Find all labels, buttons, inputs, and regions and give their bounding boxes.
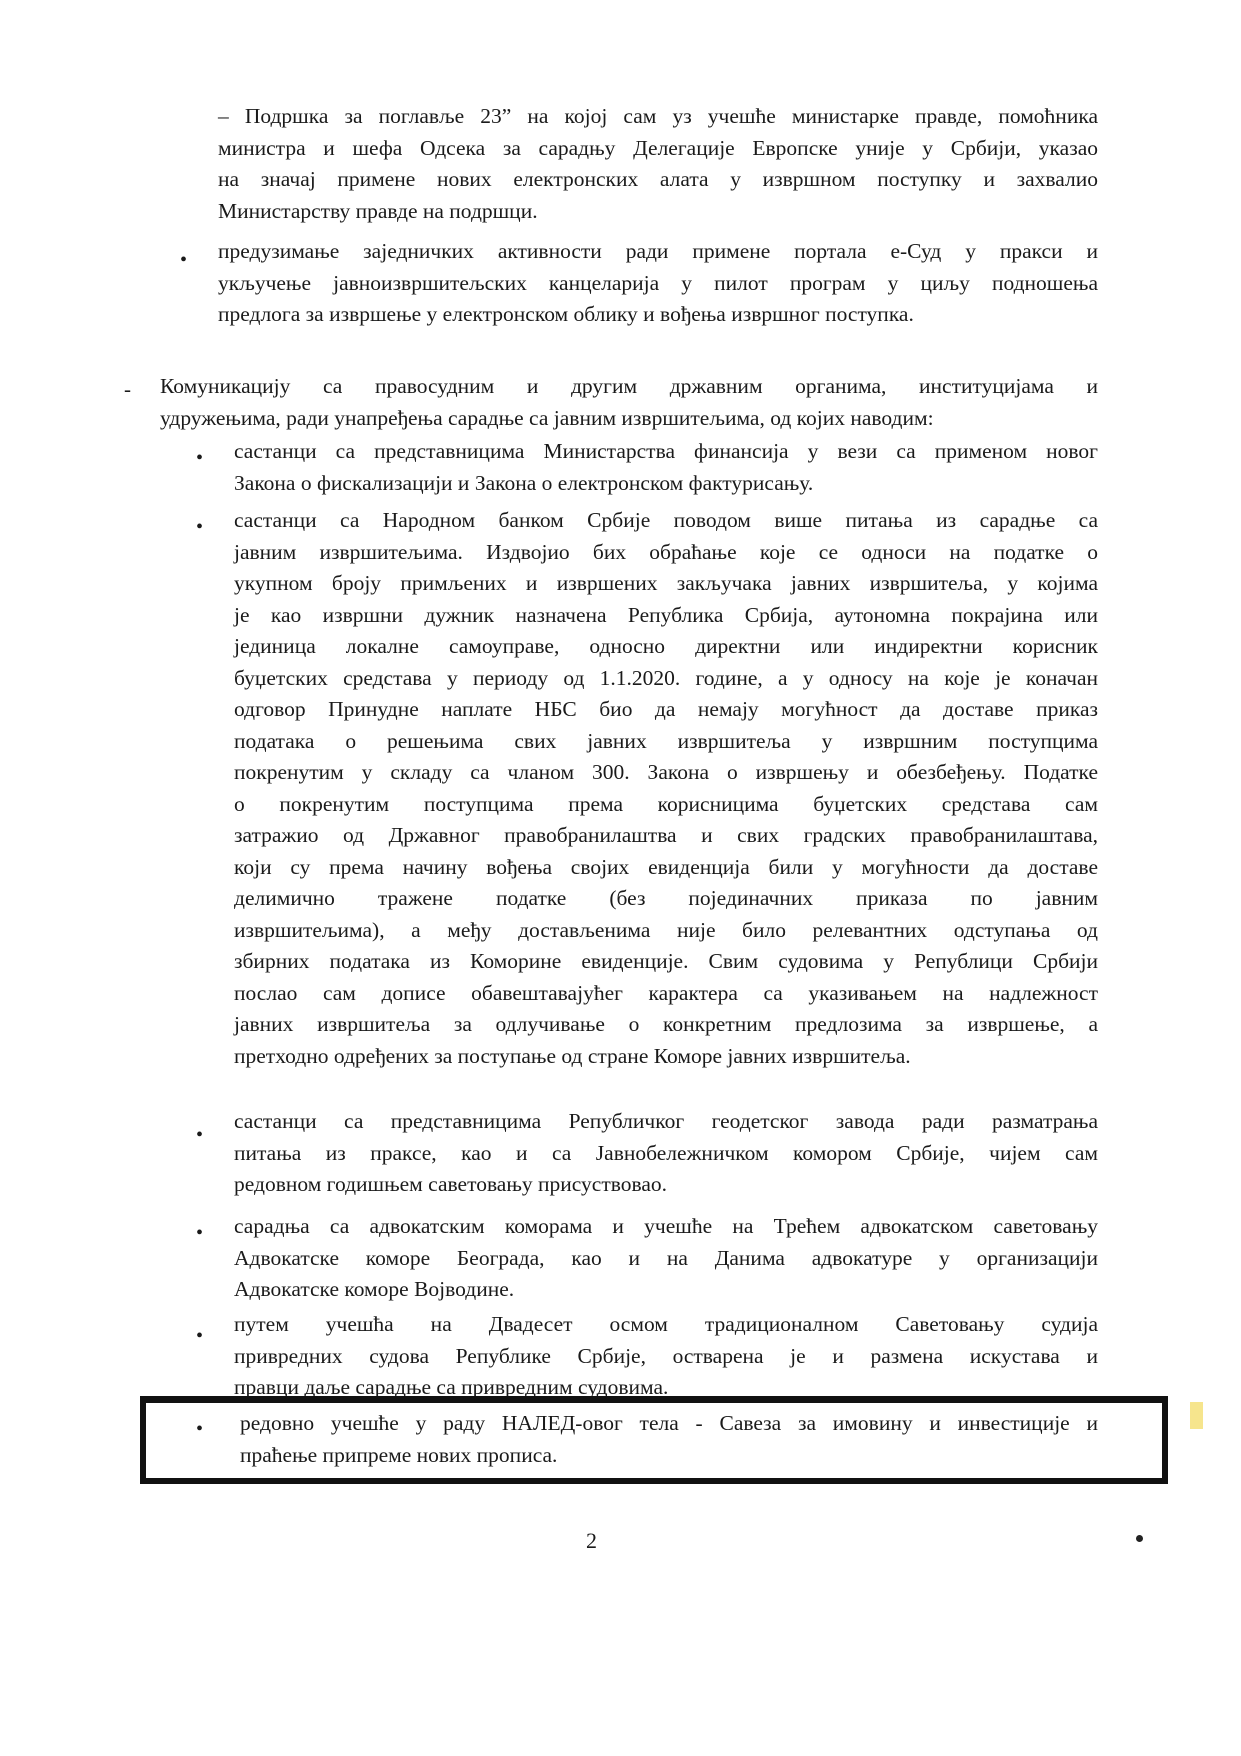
list-item xyxy=(234,1211,1098,1306)
text-line: јавним извршитељима. Издвојио бих обраћање које се односи на податке о xyxy=(234,539,1098,564)
text-line: сарадња са адвокатским коморама и учешће на Трећем адвокатском саветовању xyxy=(234,1214,1098,1238)
page-number: 2 xyxy=(586,1528,597,1553)
text-line: о покренутим поступцима према корисницима буџетских средстава сам xyxy=(234,791,1098,816)
text-line: министра и шефа Одсека за сарадњу Делегације Европске уније у Србији, указао xyxy=(218,135,1098,160)
text-line: претходно одређених за поступање од стране Коморе јавних извршитеља. xyxy=(234,1043,911,1068)
text-line: јединица локалне самоуправе, односно директни или индиректни корисник xyxy=(234,634,1098,658)
bullet-icon: • xyxy=(196,1325,204,1347)
text-line: предузимање заједничких активности ради примене портала е-Суд у пракси и xyxy=(218,239,1098,263)
highlighter-mark xyxy=(1190,1402,1203,1429)
list-item xyxy=(218,236,1098,331)
list-item-highlighted xyxy=(240,1408,1098,1471)
text-line: путем учешћа на Двадесет осмом традиционалном Саветовању судија xyxy=(234,1312,1098,1336)
list-item xyxy=(234,436,1098,499)
list-item xyxy=(234,1309,1098,1404)
text-line: Комуникацију са правосудним и другим државним органима, институцијама и xyxy=(160,374,1098,398)
text-line: Закона о фискализацији и Закона о електронском фактурисању. xyxy=(234,470,814,495)
text-line: редовном годишњем саветовању присуствовао. xyxy=(234,1172,668,1196)
text-line: покренутим у складу са чланом 300. Закона о извршењу и обезбеђењу. Податке xyxy=(234,760,1098,784)
text-line: Адвокатске коморе Београда, као и на Данима адвокатуре у организацији xyxy=(234,1245,1098,1270)
text-line: делимично тражене податке (без појединачних приказа по јавним xyxy=(234,886,1098,910)
text-line: Адвокатске коморе Војводине. xyxy=(234,1277,515,1301)
text-line: на значај примене нових електронских алата у извршном поступку и захвалио xyxy=(218,167,1098,191)
bullet-icon: • xyxy=(196,447,204,469)
text-line: укључење јавноизвршитељских канцеларија у пилот програм у циљу подношења xyxy=(218,270,1098,295)
text-line: послао сам дописе обавештавајућег карактера са указивањем на надлежност xyxy=(234,980,1098,1005)
text-line: састанци са Народном банком Србије поводом више питања из сарадње са xyxy=(234,508,1098,532)
text-line: редовно учешће у раду НАЛЕД-овог тела - Савеза за имовину и инвестиције и xyxy=(240,1411,1098,1435)
text-line: затражио од Државног правобранилаштва и свих градских правобранилаштава, xyxy=(234,823,1098,847)
text-line: – Подршка за поглавље 23” на којој сам уз учешће министарке правде, помоћника xyxy=(218,104,1098,128)
text-line: правци даље сарадње са привредним судовима. xyxy=(234,1375,669,1399)
text-line: удружењима, ради унапређења сарадње са јавним извршитељима, од којих наводим: xyxy=(160,405,934,430)
text-line: питања из праксе, као и са Јавнобележничком комором Србије, чијем сам xyxy=(234,1140,1098,1165)
bullet-icon: • xyxy=(196,1418,204,1440)
text-line: збирних података из Коморине евиденције. Свим судовима у Републици Србији xyxy=(234,949,1098,973)
list-item xyxy=(234,505,1098,1072)
text-line: састанци са представницима Министарства финансија у вези са применом новог xyxy=(234,439,1098,463)
bullet-icon: • xyxy=(196,516,204,538)
bullet-icon: • xyxy=(196,1124,204,1146)
bullet-icon: • xyxy=(196,1222,204,1244)
text-line: састанци са представницима Републичког геодетског завода ради разматрања xyxy=(234,1109,1098,1133)
text-line: је као извршни дужник назначена Република Србија, аутономна покрајина или xyxy=(234,602,1098,627)
text-line: праћење припреме нових прописа. xyxy=(240,1442,558,1467)
text-line: података о решењима свих јавних извршитеља у извршним поступцима xyxy=(234,728,1098,753)
dash-marker: - xyxy=(124,377,131,401)
text-line: укупном броју примљених и извршених закључака јавних извршитеља, у којима xyxy=(234,571,1098,595)
text-line: привредних судова Републике Србије, остварена је и размена искустава и xyxy=(234,1343,1098,1368)
dash-paragraph xyxy=(160,371,1098,434)
list-item xyxy=(234,1106,1098,1201)
text-line: који су према начину вођења својих евиденција били у могућности да доставе xyxy=(234,854,1098,879)
text-line: предлога за извршење у електронском облику и вођења извршног поступка. xyxy=(218,302,914,326)
text-line: буџетских средстава у периоду од 1.1.2020. године, а у односу на које је коначан xyxy=(234,665,1098,690)
scan-dot xyxy=(1136,1535,1143,1542)
text-line: извршитељима), а међу достављенима није било релевантних одступања од xyxy=(234,917,1098,942)
text-line: Министарству правде на подршци. xyxy=(218,198,538,223)
text-line: одговор Принудне наплате НБС био да немају могућност да доставе приказ xyxy=(234,697,1098,721)
text-line: јавних извршитеља за одлучивање о конкретним предлозима за извршење, а xyxy=(234,1012,1098,1036)
bullet-icon: • xyxy=(180,249,188,271)
continuation-paragraph xyxy=(218,101,1098,227)
